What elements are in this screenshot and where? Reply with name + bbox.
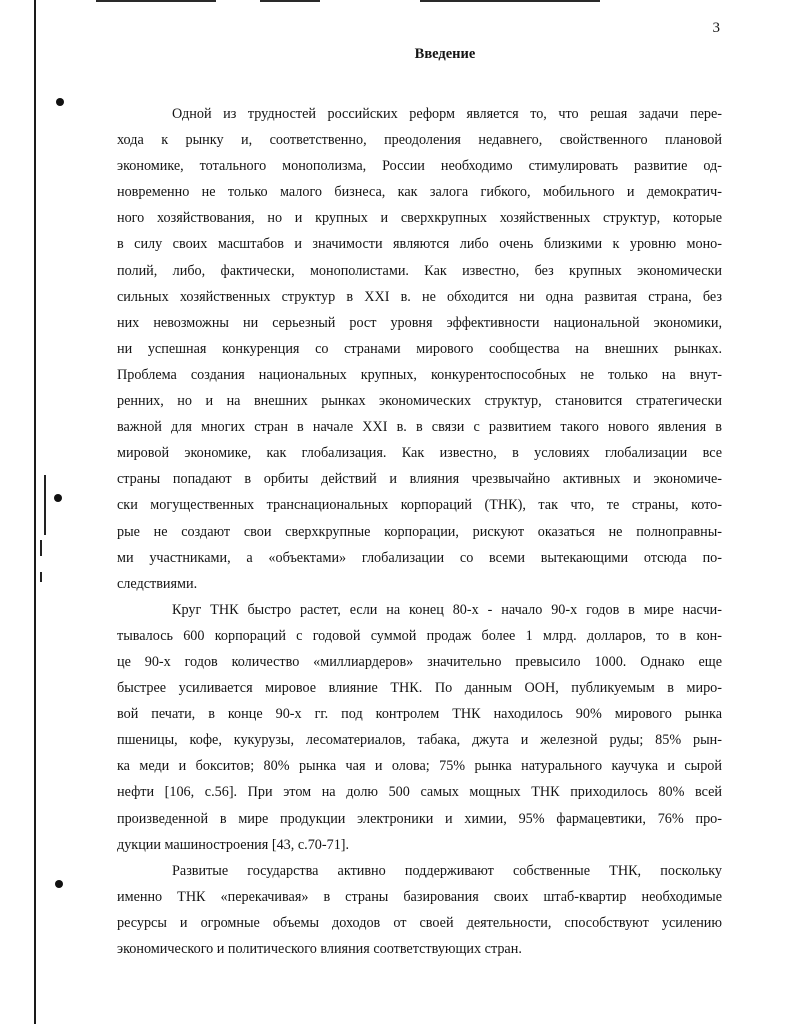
text-line: пшеницы, кофе, кукурузы, лесоматериалов, табака, джута и железной руды; 85% рын- <box>117 732 722 749</box>
text-line: вой печати, в конце 90-х гг. под контролем ТНК находилось 90% мирового рынка <box>117 706 722 723</box>
text-line: экономике, тотального монополизма, России необходимо стимулировать развитие од- <box>117 158 722 175</box>
punch-hole-mark <box>56 98 64 106</box>
paragraph-3 <box>117 858 722 962</box>
paragraph-2 <box>117 597 722 858</box>
text-line: Круг ТНК быстро растет, если на конец 80-х - начало 90-х годов в мире насчи- <box>172 601 722 618</box>
paragraph-1 <box>117 101 722 597</box>
document-body <box>117 101 722 962</box>
punch-hole-mark <box>54 494 62 502</box>
text-line: ренних, но и на внешних рынках экономических структур, становится стратегически <box>117 393 722 410</box>
text-line: страны попадают в орбиты действий и влияния чрезвычайно активных и экономиче- <box>117 471 722 488</box>
text-line: произведенной в мире продукции электроники и химии, 95% фармацевтики, 76% про- <box>117 810 722 827</box>
scan-top-dash <box>96 0 216 2</box>
scan-left-border <box>34 0 36 1024</box>
text-line: тывалось 600 корпораций с годовой суммой продаж более 1 млрд. долларов, то в кон- <box>117 627 722 644</box>
text-line: важной для многих стран в начале XXI в. в связи с развитием такого нового явления в <box>117 419 722 436</box>
scan-edge-mark <box>44 475 46 535</box>
text-line: рые не создают свои сверхкрупные корпорации, рискуют оказаться не полноправны- <box>117 523 722 540</box>
text-line: дукции машиностроения [43, с.70-71]. <box>117 836 350 853</box>
text-line: быстрее усиливается мировое влияние ТНК. По данным ООН, публикуемым в миро- <box>117 680 722 697</box>
text-line: сильных хозяйственных структур в XXI в. не обходится ни одна развитая страна, без <box>117 288 722 305</box>
text-line: в силу своих масштабов и значимости являются либо очень близкими к уровню моно- <box>117 236 722 253</box>
scan-top-dash <box>260 0 320 2</box>
text-line: мировой экономике, как глобализация. Как известно, в условиях глобализации все <box>117 445 722 462</box>
text-line: именно ТНК «перекачивая» в страны базирования своих штаб-квартир необходимые <box>117 888 722 905</box>
text-line: полий, либо, фактически, монополистами. Как известно, без крупных экономически <box>117 262 722 279</box>
text-line: ка меди и бокситов; 80% рынка чая и олова; 75% рынка натурального каучука и сырой <box>117 758 722 775</box>
text-line: ресурсы и огромные объемы доходов от своей деятельности, способствуют усилению <box>117 914 722 931</box>
text-line: экономического и политического влияния соответствующих стран. <box>117 941 522 957</box>
text-line: Одной из трудностей российских реформ является то, что решая задачи пере- <box>172 106 722 122</box>
text-line: Проблема создания национальных крупных, конкурентоспособных не только на внут- <box>117 366 722 383</box>
text-line: следствиями. <box>117 575 198 592</box>
page-title: Введение <box>414 46 476 62</box>
text-line: ни успешная конкуренция со странами мирового сообщества на внешних рынках. <box>117 340 722 357</box>
page-number: 3 <box>712 20 720 36</box>
scan-edge-mark <box>40 572 42 582</box>
text-line: це 90-х годов количество «миллиардеров» значительно превысило 1000. Однако еще <box>117 653 722 670</box>
scan-top-dash <box>420 0 600 2</box>
text-line: ски могущественных транснациональных корпораций (ТНК), так что, те страны, кото- <box>117 497 722 514</box>
scan-edge-mark <box>40 540 42 556</box>
text-line: ного хозяйствования, но и крупных и сверхкрупных хозяйственных структур, которые <box>117 210 722 227</box>
text-line: ми участниками, а «объектами» глобализации со всеми вытекающими отсюда по- <box>117 549 722 566</box>
text-line: Развитые государства активно поддерживают собственные ТНК, поскольку <box>172 862 722 879</box>
text-line: новременно не только малого бизнеса, как залога гибкого, мобильного и демократич- <box>117 184 722 201</box>
punch-hole-mark <box>55 880 63 888</box>
text-line: нефти [106, с.56]. При этом на долю 500 самых мощных ТНК приходилось 80% всей <box>117 784 722 801</box>
text-line: хода к рынку и, соответственно, преодоления недавнего, свойственного плановой <box>117 132 722 149</box>
text-line: них невозможны ни серьезный рост уровня эффективности национальной экономики, <box>117 314 722 331</box>
